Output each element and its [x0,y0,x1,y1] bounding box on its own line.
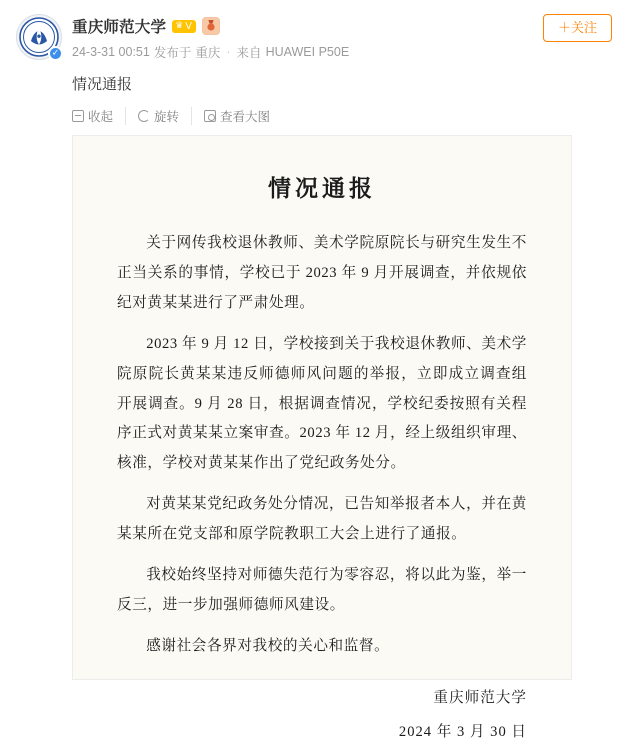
document-paragraph: 对黄某某党纪政务处分情况，已告知举报者本人，并在黄某某所在党支部和原学院教职工大会上进行了通报。 [117,496,527,543]
rotate-icon [138,110,150,122]
document-paragraph: 关于网传我校退休教师、美术学院原院长与研究生发生不正当关系的事情，学校已于 2023 年 9 月开展调查，并依规依纪对黄某某进行了严肃处理。 [117,235,527,311]
vip-badge[interactable] [172,20,196,33]
rotate-button[interactable] [125,107,191,125]
document-paragraph: 感谢社会各界对我校的关心和监督。 [146,637,390,654]
collapse-label: 收起 [88,110,114,124]
post-location[interactable]: 重庆 [195,46,221,60]
meta-divider: · [226,45,231,59]
zoom-icon [204,110,216,122]
image-toolbar [72,107,612,125]
author-row [72,15,612,37]
document-signature: 重庆师范大学 [433,689,527,706]
vip-badge-label: V [185,20,192,32]
attached-image[interactable] [72,135,572,740]
post-meta [72,43,612,61]
post-timestamp: 24-3-31 00:51 [72,45,150,59]
follow-button[interactable] [543,14,612,42]
document-paragraph: 2023 年 9 月 12 日，学校接到关于我校退休教师、美术学院原院长黄某某违反师德师风问题的举报，立即成立调查组开展调查。9 月 28 日，根据调查情况，学校纪委按照有关程序正式对黄某某立案审查。2023 年 12 月，经上级组织审理、核准，学校对黄某某作出了党纪政务处分。 [117,335,527,472]
document-title: 情况通报 [268,176,376,201]
author-name[interactable]: 重庆师范大学 [72,19,167,36]
view-large-button[interactable] [191,107,282,125]
post-header [16,14,612,61]
follow-button-label: 关注 [570,20,597,35]
post-body-text: 情况通报 [72,76,133,93]
medal-icon[interactable] [202,17,220,35]
collapse-button[interactable] [72,107,125,125]
notice-document [73,136,571,748]
plus-icon: ＋ [557,20,571,35]
rotate-label: 旋转 [154,110,180,124]
verified-icon: ✓ [48,46,63,61]
document-paragraph: 我校始终坚持对师德失范行为零容忍，将以此为鉴，举一反三，进一步加强师德师风建设。 [117,567,527,613]
post-header-main [72,14,612,61]
published-prefix: 发布于 [153,46,192,60]
crown-icon: ♛ [175,20,184,31]
post-device[interactable]: HUAWEI P50E [265,45,350,59]
source-prefix: 来自 [236,46,262,60]
document-date: 2024 年 3 月 30 日 [398,723,527,740]
view-large-label: 查看大图 [220,110,271,124]
collapse-icon [72,110,84,122]
avatar[interactable] [16,14,62,60]
